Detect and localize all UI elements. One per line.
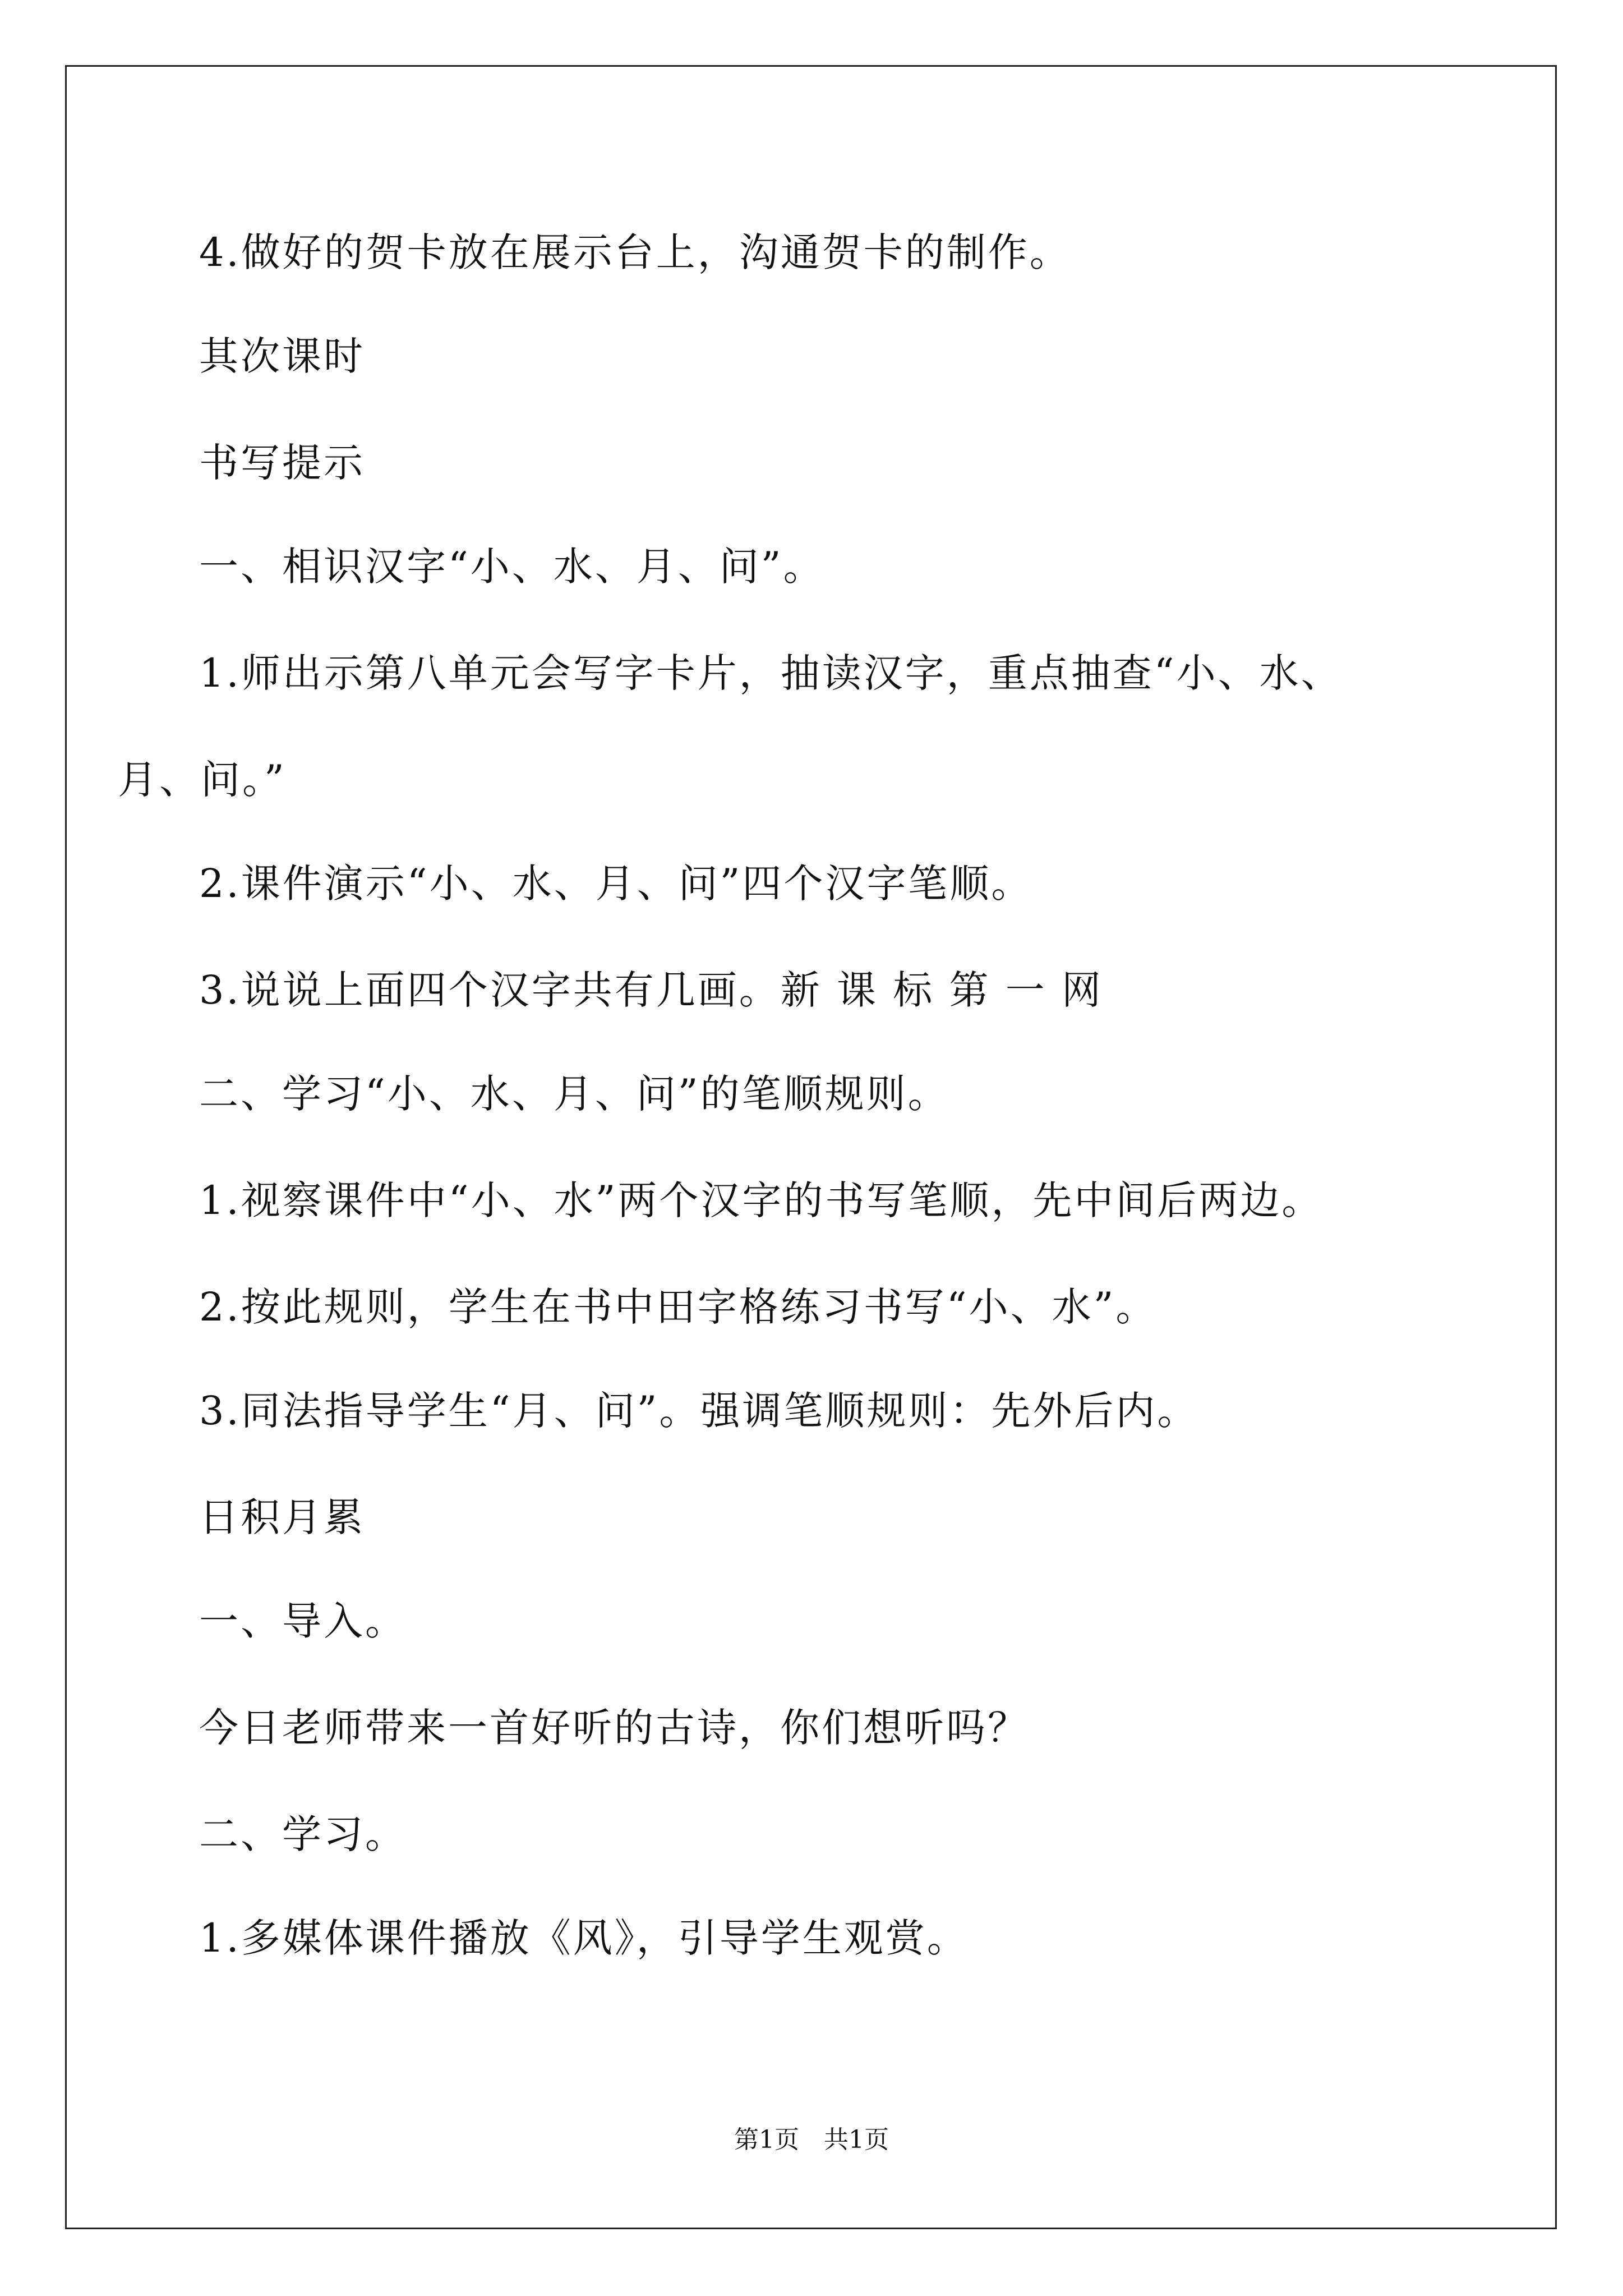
paragraph: 二、学习“小、水、月、问”的笔顺规则。	[199, 1071, 949, 1117]
paragraph-continuation: 月、问。”	[118, 757, 287, 803]
paragraph: 今日老师带来一首好听的古诗，你们想听吗？	[199, 1705, 1029, 1751]
paragraph: 一、导入。	[199, 1598, 407, 1644]
paragraph: 一、相识汉字“小、水、月、问”。	[199, 544, 825, 590]
page-border	[65, 65, 1557, 2229]
section-heading: 日积月累	[199, 1494, 365, 1540]
section-heading: 其次课时	[199, 333, 365, 379]
paragraph: 4.做好的贺卡放在展示台上，沟通贺卡的制作。	[199, 229, 1071, 275]
paragraph: 3.同法指导学生“月、问”。强调笔顺规则：先外后内。	[199, 1388, 1199, 1434]
paragraph: 1.视察课件中“小、水”两个汉字的书写笔顺，先中间后两边。	[199, 1177, 1324, 1223]
paragraph: 2.课件演示“小、水、月、问”四个汉字笔顺。	[199, 861, 1033, 907]
paragraph: 1.多媒体课件播放《风》，引导学生观赏。	[199, 1915, 969, 1961]
paragraph: 1.师出示第八单元会写字卡片，抽读汉字，重点抽查“小、水、	[199, 650, 1343, 696]
section-heading: 书写提示	[199, 440, 365, 486]
paragraph: 2.按此规则，学生在书中田字格练习书写“小、水”。	[199, 1284, 1158, 1330]
paragraph: 3.说说上面四个汉字共有几画。新 课 标 第 一 网	[199, 967, 1104, 1013]
paragraph: 二、学习。	[199, 1811, 407, 1857]
page-number-footer: 第1页 共1页	[734, 2125, 889, 2154]
